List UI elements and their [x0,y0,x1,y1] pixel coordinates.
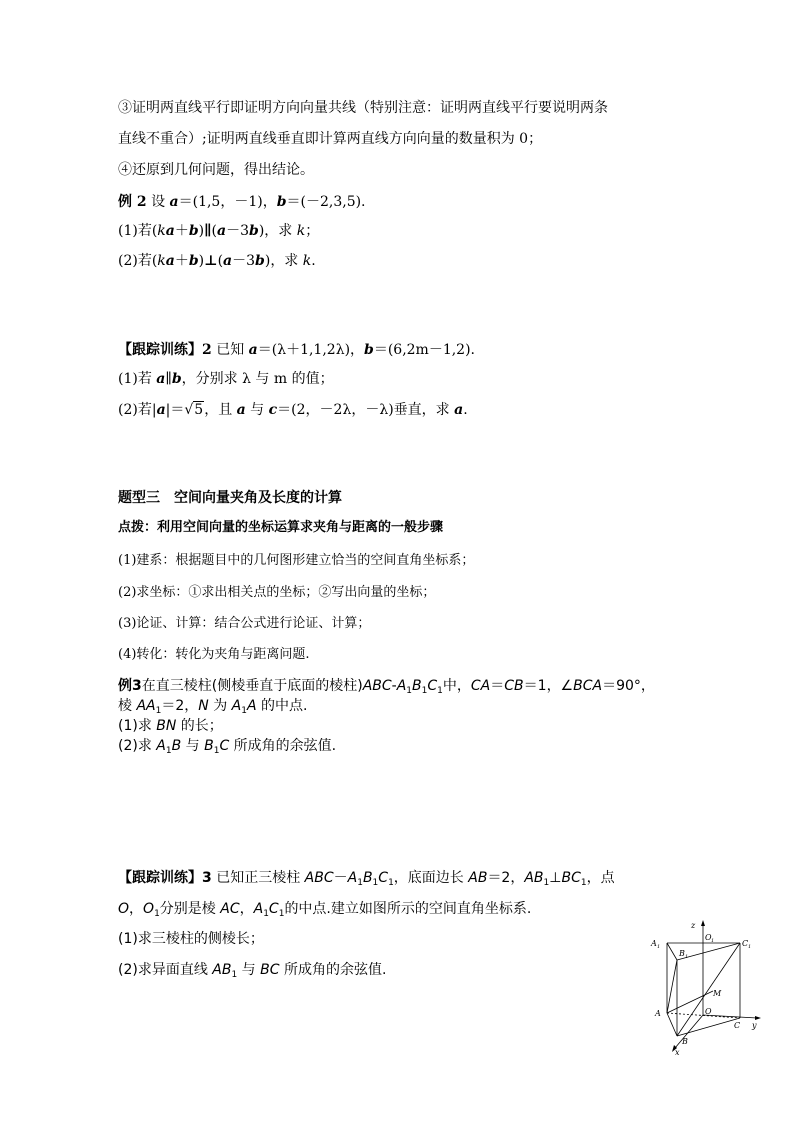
example-3-line-1: 例3在直三棱柱(侧棱垂直于底面的棱柱)$ABC-A_1B_1C_1$中，CA＝CB＝1，∠BCA＝90°， [118,678,655,696]
example-3-question-2: (2)求 $A_1B$ 与 $B_1C$ 所成角的余弦值. [118,738,337,756]
training-3-label: 【跟踪训练】3 [118,870,212,886]
example-2-setup: 例 2 设 a＝(1,5，－1)，b＝(－2,3,5). [118,194,366,210]
sqrt-5: √5 [184,402,204,418]
label-a1: A [651,939,657,948]
step-1: (1)建系：根据题目中的几何图形建立恰当的空间直角坐标系； [118,553,475,568]
edge-a1-b1 [667,943,677,960]
text-line-2: 直线不重合）;证明两直线垂直即计算两直线方向向量的数量积为 0； [118,131,543,147]
label-y: y [752,1021,757,1030]
svg-text:1: 1 [711,938,715,944]
edge-b-c [677,1018,740,1036]
section-tip: 点拨：利用空间向量的坐标运算求夹角与距离的一般步骤 [118,520,444,535]
svg-text:1: 1 [657,944,661,950]
training-3-question-2: (2)求异面直线 $AB_1$ 与 BC 所成角的余弦值. [118,962,387,980]
label-c: C [734,1021,741,1030]
training-2-question-1: (1)若 a∥b，分别求 λ 与 m 的值； [118,371,334,387]
training-3-line-2: O，$O_1$分别是棱 AC，$A_1C_1$的中点.建立如图所示的空间直角坐标系. [118,901,532,919]
example-3-label: 例3 [118,678,142,694]
step-2: (2)求坐标：①求出相关点的坐标；②写出向量的坐标； [118,585,436,600]
text-line-1: ③证明两直线平行即证明方向向量共线（特别注意：证明两直线平行要说明两条 [118,100,608,116]
training-3-question-1: (1)求三棱柱的侧棱长； [118,931,264,947]
training-2-question-2: (2)若|a|＝√5，且 a 与 c＝(2，－2λ，－λ)垂直，求 a. [118,402,468,418]
example-2-question-1: (1)若(ka＋b)∥(a－3b)，求 k； [118,223,320,239]
label-c1: C [742,939,749,948]
segment-a-b1 [667,960,677,1013]
label-z: z [691,921,696,930]
training-3-line-1: 【跟踪训练】3 已知正三棱柱 $ABC-A_1B_1C_1$，底面边长 AB＝2，$AB_1\perp BC_1$，点 [118,870,615,888]
step-3: (3)论证、计算：结合公式进行论证、计算； [118,616,371,631]
label-o: O [705,1007,712,1016]
axis-y-arrow [755,1016,761,1020]
example-3-question-1: (1)求 BN 的长； [118,718,223,734]
step-4: (4)转化：转化为夹角与距离问题. [118,647,310,662]
training-2-label: 【跟踪训练】2 [118,342,212,358]
label-b1: B [679,949,685,958]
label-a: A [655,1009,661,1018]
example-2-question-2: (2)若(ka＋b)⊥(a－3b)，求 k. [118,253,316,269]
svg-text:1: 1 [685,954,689,960]
axis-z-arrow [701,920,705,926]
edge-a-b [667,1013,677,1036]
edge-a-c [667,1013,740,1018]
label-x: x [675,1048,680,1057]
training-2-setup: 【跟踪训练】2 已知 a＝(λ＋1,1,2λ)，b＝(6,2m－1,2). [118,342,476,358]
axis-x [675,1015,703,1048]
prism-diagram [645,918,765,1058]
label-b: B [682,1037,688,1046]
example-2-label: 例 2 [118,194,147,210]
label-o1: O [705,933,712,942]
section-title-type-3: 题型三 空间向量夹角及长度的计算 [118,490,342,506]
svg-text:1: 1 [748,944,752,950]
text-line-3: ④还原到几何问题，得出结论。 [118,162,314,178]
example-3-line-2: 棱 $AA_1=2$，N 为 $A_1A$ 的中点. [118,698,308,716]
label-m: M [713,989,722,998]
